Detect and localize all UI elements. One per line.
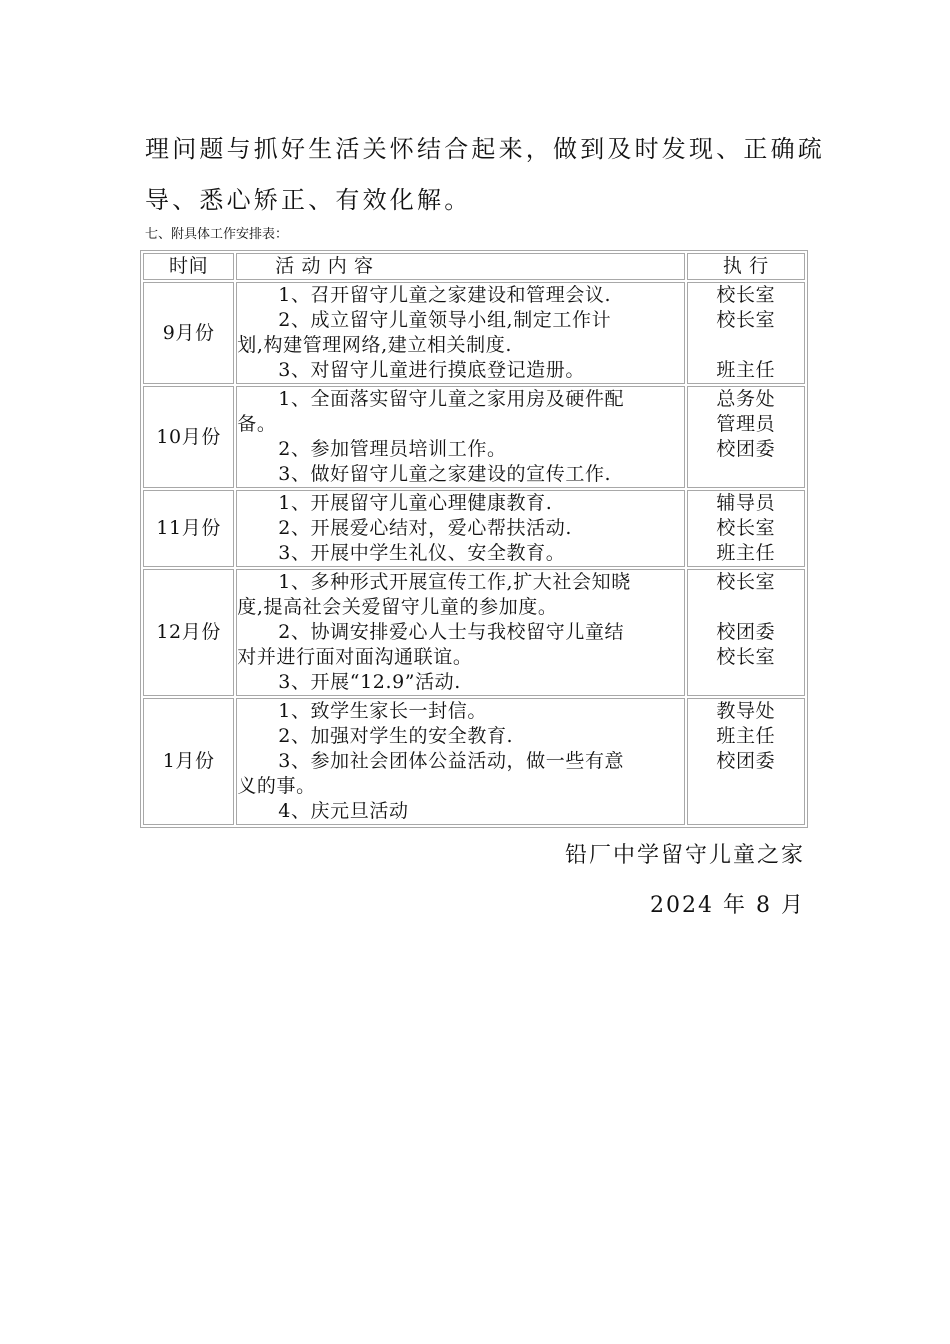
exec-department xyxy=(688,799,804,824)
header-exec: 执 行 xyxy=(687,253,805,280)
activity-line: 3、开展“12.9”活动. xyxy=(278,671,461,693)
activity-line: 2、加强对学生的安全教育. xyxy=(278,725,514,747)
activity-line: 1、开展留守儿童心理健康教育. xyxy=(278,492,553,514)
row-time: 11月份 xyxy=(143,490,234,567)
header-content: 活 动 内 容 xyxy=(236,253,684,280)
exec-department: 班主任 xyxy=(716,542,776,564)
exec-department: 校长室 xyxy=(716,517,776,539)
row-exec xyxy=(687,569,805,696)
row-time: 1月份 xyxy=(143,698,234,825)
row-content xyxy=(236,490,684,567)
exec-department: 班主任 xyxy=(716,359,776,381)
exec-department: 校团委 xyxy=(716,621,776,643)
activity-line: 1、多种形式开展宣传工作,扩大社会知晓 xyxy=(278,571,631,593)
activity-line: 1、致学生家长一封信。 xyxy=(278,700,487,722)
body-paragraph-line-1: 理问题与抓好生活关怀结合起来，做到及时发现、正确疏 xyxy=(145,135,825,163)
body-paragraph-line-2: 导、悉心矫正、有效化解。 xyxy=(145,186,472,214)
header-time: 时间 xyxy=(143,253,234,280)
activity-line: 3、参加社会团体公益活动，做一些有意 xyxy=(278,750,625,772)
row-time: 10月份 xyxy=(143,386,234,488)
exec-department xyxy=(688,595,804,620)
signature-organization: 铅厂中学留守儿童之家 xyxy=(564,843,805,868)
work-schedule-table xyxy=(140,250,808,828)
activity-line: 2、协调安排爱心人士与我校留守儿童结 xyxy=(278,621,625,643)
activity-line: 2、开展爱心结对，爱心帮扶活动. xyxy=(278,517,572,539)
activity-line: 4、庆元旦活动 xyxy=(278,800,409,822)
table-row xyxy=(143,386,805,488)
row-exec xyxy=(687,386,805,488)
table-row xyxy=(143,282,805,384)
activity-line: 划,构建管理网络,建立相关制度. xyxy=(237,334,512,356)
row-content xyxy=(236,386,684,488)
activity-line: 度,提高社会关爱留守儿童的参加度。 xyxy=(237,596,558,618)
exec-department: 总务处 xyxy=(716,388,776,410)
activity-line: 3、开展中学生礼仪、安全教育。 xyxy=(278,542,566,564)
activity-line: 义的事。 xyxy=(237,775,316,797)
table-row xyxy=(143,698,805,825)
exec-department: 校长室 xyxy=(716,284,776,306)
activity-line: 3、对留守儿童进行摸底登记造册。 xyxy=(278,359,585,381)
table-row xyxy=(143,490,805,567)
activity-line: 备。 xyxy=(237,413,277,435)
exec-department: 校长室 xyxy=(716,646,776,668)
row-time: 12月份 xyxy=(143,569,234,696)
row-time: 9月份 xyxy=(143,282,234,384)
exec-department: 辅导员 xyxy=(716,492,776,514)
table-row xyxy=(143,569,805,696)
row-exec xyxy=(687,282,805,384)
exec-department: 校团委 xyxy=(716,438,776,460)
activity-line: 对并进行面对面沟通联谊。 xyxy=(237,646,473,668)
activity-line: 2、成立留守儿童领导小组,制定工作计 xyxy=(278,309,612,331)
exec-department: 校长室 xyxy=(716,309,776,331)
exec-department: 管理员 xyxy=(716,413,776,435)
row-content xyxy=(236,569,684,696)
row-exec xyxy=(687,490,805,567)
exec-department xyxy=(688,462,804,487)
exec-department xyxy=(688,774,804,799)
row-content xyxy=(236,282,684,384)
activity-line: 3、做好留守儿童之家建设的宣传工作. xyxy=(278,463,612,485)
exec-department: 教导处 xyxy=(716,700,776,722)
activity-line: 2、参加管理员培训工作。 xyxy=(278,438,507,460)
exec-department xyxy=(688,670,804,695)
activity-line: 1、召开留守儿童之家建设和管理会议. xyxy=(278,284,612,306)
signature-date: 2024 年 8 月 xyxy=(650,893,805,918)
table-header-row xyxy=(143,253,805,280)
row-content xyxy=(236,698,684,825)
exec-department: 校团委 xyxy=(716,750,776,772)
exec-department xyxy=(688,333,804,358)
exec-department: 校长室 xyxy=(716,571,776,593)
exec-department: 班主任 xyxy=(716,725,776,747)
activity-line: 1、全面落实留守儿童之家用房及硬件配 xyxy=(278,388,625,410)
row-exec xyxy=(687,698,805,825)
table-caption: 七、附具体工作安排表： xyxy=(145,227,289,242)
